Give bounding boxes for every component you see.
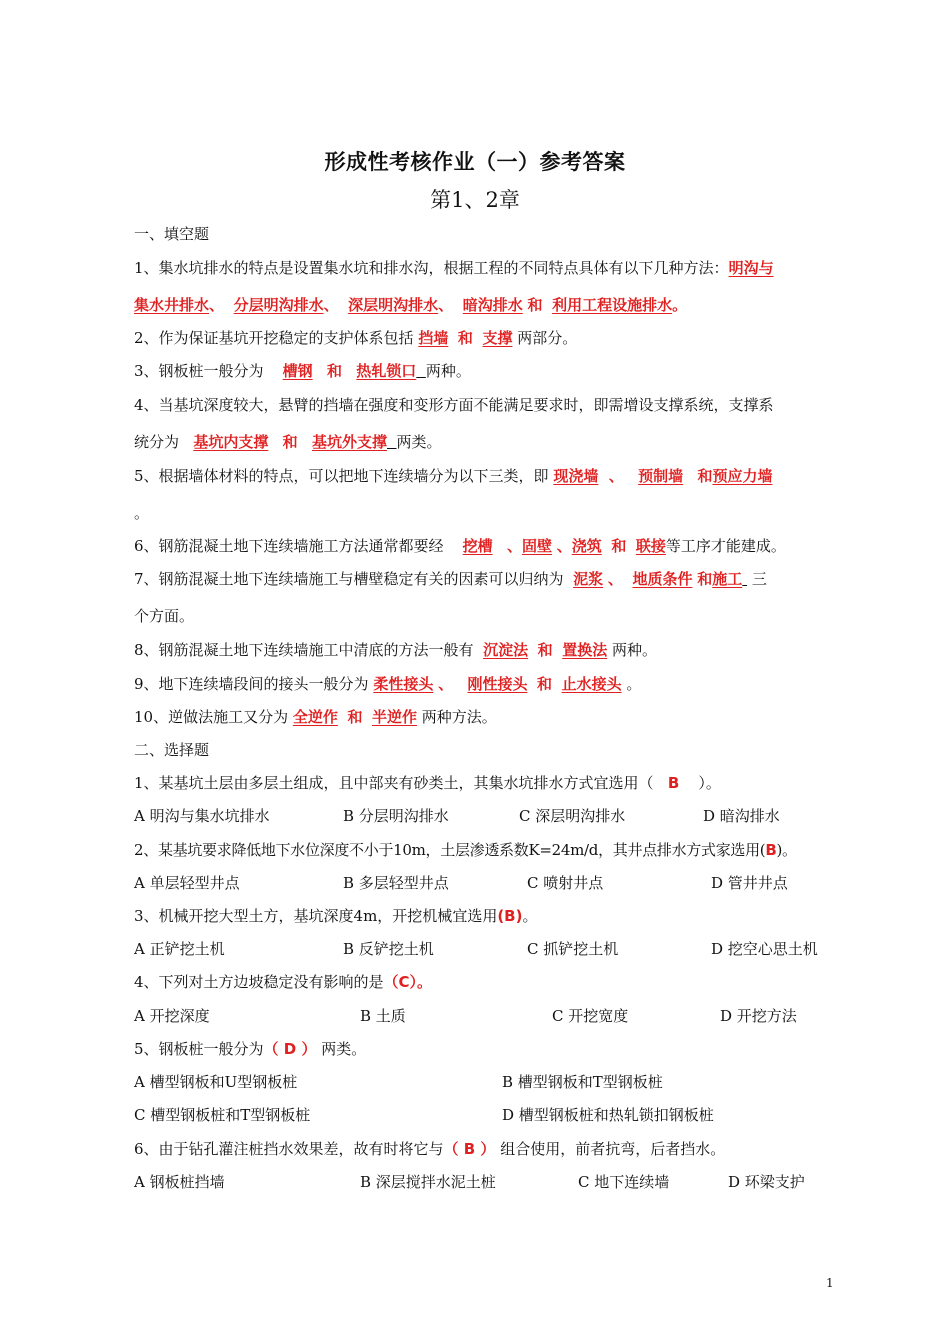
answer: 挖槽 xyxy=(462,537,493,555)
answer: 置换法 xyxy=(562,641,608,659)
choice-5-option-b: B 槽型钢板和T型钢板桩 xyxy=(502,1073,663,1091)
answer: 半逆作 xyxy=(372,708,418,726)
section-heading-choice: 二、选择题 xyxy=(134,741,210,759)
answer: 暗沟排水 xyxy=(462,296,523,314)
answer: （C）。 xyxy=(383,973,433,991)
answer: 热轧锁口 xyxy=(356,362,417,380)
question-7-line-1: 7、钢筋混凝土地下连续墙施工与槽壁稳定有关的因素可以归纳为 泥浆 、 地质条件 和施工 三 xyxy=(134,570,767,588)
choice-3-option-b: B 反铲挖土机 xyxy=(343,940,434,958)
answer: 联接 xyxy=(635,537,666,555)
choice-4: 4、下列对土方边坡稳定没有影响的是（C）。 xyxy=(134,973,433,991)
choice-5: 5、钢板桩一般分为（ D ） 两类。 xyxy=(134,1040,367,1058)
choice-6-option-d: D 环梁支护 xyxy=(728,1173,805,1191)
answer: 利用工程设施排水 xyxy=(552,296,673,314)
question-10: 10、逆做法施工又分为 全逆作 和 半逆作 两种方法。 xyxy=(134,708,497,726)
answer: (B) xyxy=(497,907,523,925)
choice-1-option-d: D 暗沟排水 xyxy=(703,807,780,825)
answer: 深层明沟排水 xyxy=(348,296,439,314)
question-2: 2、作为保证基坑开挖稳定的支护体系包括 挡墙 和 支撑 两部分。 xyxy=(134,329,578,347)
choice-4-option-c: C 开挖宽度 xyxy=(552,1007,629,1025)
page-subtitle: 第1、2章 xyxy=(430,188,520,212)
choice-3-option-a: A 正铲挖土机 xyxy=(134,940,225,958)
choice-1-option-c: C 深层明沟排水 xyxy=(519,807,626,825)
choice-4-option-d: D 开挖方法 xyxy=(720,1007,797,1025)
choice-1-option-a: A 明沟与集水坑排水 xyxy=(134,807,270,825)
answer: B xyxy=(667,774,680,792)
answer: 柔性接头 xyxy=(373,675,434,693)
answer: 泥浆 xyxy=(573,570,604,588)
answer: 刚性接头 xyxy=(467,675,528,693)
question-5-line-2: 。 xyxy=(134,504,150,522)
question-7-line-2: 个方面。 xyxy=(134,607,195,625)
answer: 集水井排水 xyxy=(134,296,210,314)
choice-3: 3、机械开挖大型土方，基坑深度4m，开挖机械宜选用(B)。 xyxy=(134,907,538,925)
answer: B xyxy=(765,841,777,859)
answer: 挡墙 xyxy=(418,329,449,347)
choice-5-option-a: A 槽型钢板和U型钢板桩 xyxy=(134,1073,298,1091)
answer: （ B ） xyxy=(443,1140,496,1158)
answer: 浇筑 xyxy=(571,537,602,555)
choice-1: 1、某基坑土层由多层土组成，且中部夹有砂类土，其集水坑排水方式宜选用（ B ）。 xyxy=(134,774,721,792)
question-3: 3、钢板桩一般分为 槽钢 和 热轧锁口 两种。 xyxy=(134,362,471,380)
answer: 止水接头 xyxy=(561,675,622,693)
choice-1-option-b: B 分层明沟排水 xyxy=(343,807,449,825)
choice-5-option-c: C 槽型钢板桩和T型钢板桩 xyxy=(134,1106,311,1124)
choice-6: 6、由于钻孔灌注桩挡水效果差，故有时将它与（ B ） 组合使用，前者抗弯，后者挡水。 xyxy=(134,1140,726,1158)
answer: 基坑内支撑 xyxy=(193,433,269,451)
answer: 施工 xyxy=(712,570,743,588)
answer: 现浇墙 xyxy=(553,467,599,485)
answer: 预制墙 xyxy=(638,467,684,485)
page-title: 形成性考核作业（一）参考答案 xyxy=(324,150,626,174)
answer: 沉淀法 xyxy=(483,641,529,659)
answer: 预应力墙 xyxy=(712,467,773,485)
choice-3-option-c: C 抓铲挖土机 xyxy=(527,940,619,958)
question-4-line-2: 统分为 基坑内支撑 和 基坑外支撑 两类。 xyxy=(134,433,442,451)
answer: 基坑外支撑 xyxy=(311,433,387,451)
choice-2-option-c: C 喷射井点 xyxy=(527,874,604,892)
question-6: 6、钢筋混凝土地下连续墙施工方法通常都要经 挖槽 、固壁 、浇筑 和 联接等工序才能建成。 xyxy=(134,537,786,555)
answer: 支撑 xyxy=(482,329,513,347)
question-4-line-1: 4、当基坑深度较大，悬臂的挡墙在强度和变形方面不能满足要求时，即需增设支撑系统，支撑系 xyxy=(134,396,774,414)
section-heading-fill-in: 一、填空题 xyxy=(134,225,210,243)
choice-5-option-d: D 槽型钢板桩和热轧锁扣钢板桩 xyxy=(502,1106,714,1124)
choice-6-option-a: A 钢板桩挡墙 xyxy=(134,1173,225,1191)
answer: 槽钢 xyxy=(282,362,313,380)
choice-6-option-b: B 深层搅拌水泥土桩 xyxy=(360,1173,496,1191)
question-9: 9、地下连续墙段间的接头一般分为 柔性接头 、 刚性接头 和 止水接头 。 xyxy=(134,675,642,693)
choice-2-option-b: B 多层轻型井点 xyxy=(343,874,449,892)
choice-4-option-b: B 土质 xyxy=(360,1007,406,1025)
choice-3-option-d: D 挖空心思土机 xyxy=(711,940,818,958)
choice-6-option-c: C 地下连续墙 xyxy=(578,1173,670,1191)
answer: 分层明沟排水 xyxy=(233,296,324,314)
question-1-line-2: 集水井排水、 分层明沟排水、 深层明沟排水、 暗沟排水 和 利用工程设施排水。 xyxy=(134,296,688,314)
choice-2-option-d: D 管井井点 xyxy=(711,874,788,892)
answer: 明沟与 xyxy=(728,259,774,277)
question-1-line-1: 1、集水坑排水的特点是设置集水坑和排水沟，根据工程的不同特点具体有以下几种方法：明沟与 xyxy=(134,259,774,277)
choice-2-option-a: A 单层轻型井点 xyxy=(134,874,240,892)
choice-2: 2、某基坑要求降低地下水位深度不小于10m，土层渗透系数K=24m/d，其井点排水方式家选用(B)。 xyxy=(134,841,797,859)
question-5-line-1: 5、根据墙体材料的特点，可以把地下连续墙分为以下三类，即 现浇墙 、 预制墙 和预应力墙 xyxy=(134,467,773,485)
page-number: 1 xyxy=(826,1276,834,1290)
choice-4-option-a: A 开挖深度 xyxy=(134,1007,210,1025)
answer: 全逆作 xyxy=(292,708,338,726)
answer: 地质条件 xyxy=(632,570,693,588)
answer: （ D ） xyxy=(263,1040,317,1058)
question-8: 8、钢筋混凝土地下连续墙施工中清底的方法一般有 沉淀法 和 置换法 两种。 xyxy=(134,641,658,659)
answer: 固壁 xyxy=(521,537,552,555)
